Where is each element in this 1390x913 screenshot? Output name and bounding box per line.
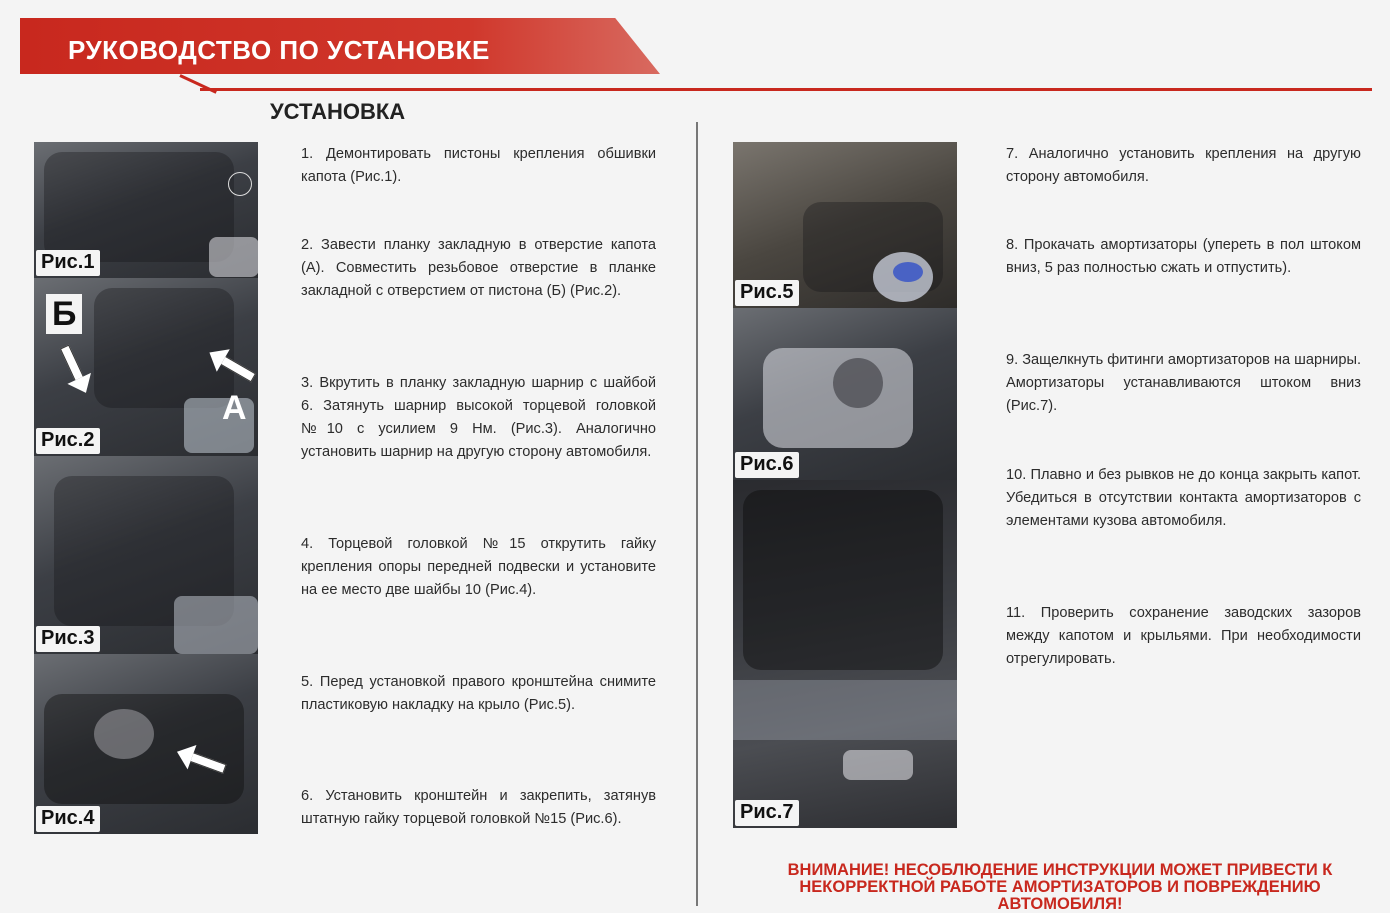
figure-7-photo bbox=[733, 480, 957, 828]
arrow-icon bbox=[60, 345, 84, 382]
figure-6-photo bbox=[733, 308, 957, 480]
column-divider bbox=[696, 122, 698, 906]
step-10-text: 10. Плавно и без рывков не до конца закрыть капот. Убедиться в отсутствии контакта амортизаторов с элементами кузова автомобиля. bbox=[1006, 467, 1361, 529]
step-4-text: 4. Торцевой головкой №15 открутить гайку крепления опоры передней подвески и установите на ее место две шайбы 10 (Рис.4). bbox=[301, 536, 656, 598]
mark-b-label: Б bbox=[46, 294, 82, 334]
step-3-text: 3. Вкрутить в планку закладную шарнир с шайбой 6. Затянуть шарнир высокой торцевой головкой №10 с усилием 9 Нм. (Рис.3). Аналогично установить шарнир на другую сторону автомобиля. bbox=[301, 375, 656, 460]
banner-title: РУКОВОДСТВО ПО УСТАНОВКЕ bbox=[68, 35, 490, 65]
figure-5-photo bbox=[733, 142, 957, 308]
figure-3-label: Рис.3 bbox=[36, 626, 100, 652]
step-5-text: 5. Перед установкой правого кронштейна снимите пластиковую накладку на крыло (Рис.5). bbox=[301, 674, 656, 713]
figure-2-label: Рис.2 bbox=[36, 428, 100, 454]
piston-circle-marker bbox=[228, 172, 252, 196]
step-8-text: 8. Прокачать амортизаторы (упереть в пол штоком вниз, 5 раз полностью сжать и отпустить). bbox=[1006, 237, 1361, 276]
step-2-text: 2. Завести планку закладную в отверстие капота (А). Совместить резьбовое отверстие в планке закладной с отверстием от пистона (Б) (Рис.2). bbox=[301, 237, 656, 299]
figure-7-label: Рис.7 bbox=[735, 800, 799, 826]
figure-4-label: Рис.4 bbox=[36, 806, 100, 832]
figure-1-photo bbox=[34, 142, 258, 278]
step-11-text: 11. Проверить сохранение заводских зазоров между капотом и крыльями. При необходимости отрегулировать. bbox=[1006, 605, 1361, 667]
step-1-text: 1. Демонтировать пистоны крепления обшивки капота (Рис.1). bbox=[301, 146, 656, 185]
figure-2-photo bbox=[34, 278, 258, 456]
header-underline bbox=[200, 88, 1372, 91]
figure-5-label: Рис.5 bbox=[735, 280, 799, 306]
warning-notice: ВНИМАНИЕ! НЕСОБЛЮДЕНИЕ ИНСТРУКЦИИ МОЖЕТ ПРИВЕСТИ К НЕКОРРЕКТНОЙ РАБОТЕ АМОРТИЗАТОРОВ И ПОВРЕЖДЕНИЮ АВТОМОБИЛЯ! bbox=[787, 861, 1333, 913]
section-title: УСТАНОВКА bbox=[270, 99, 406, 124]
figure-4-photo bbox=[34, 654, 258, 834]
figure-6-label: Рис.6 bbox=[735, 452, 799, 478]
step-6-text: 6. Установить кронштейн и закрепить, затянув штатную гайку торцевой головкой №15 (Рис.6). bbox=[301, 788, 656, 827]
step-7-text: 7. Аналогично установить крепления на другую сторону автомобиля. bbox=[1006, 146, 1361, 185]
figure-3-photo bbox=[34, 456, 258, 654]
step-9-text: 9. Защелкнуть фитинги амортизаторов на шарниры. Амортизаторы устанавливаются штоком вниз (Рис.7). bbox=[1006, 352, 1361, 414]
mark-a-label: А bbox=[222, 389, 247, 427]
figure-1-label: Рис.1 bbox=[36, 250, 100, 276]
